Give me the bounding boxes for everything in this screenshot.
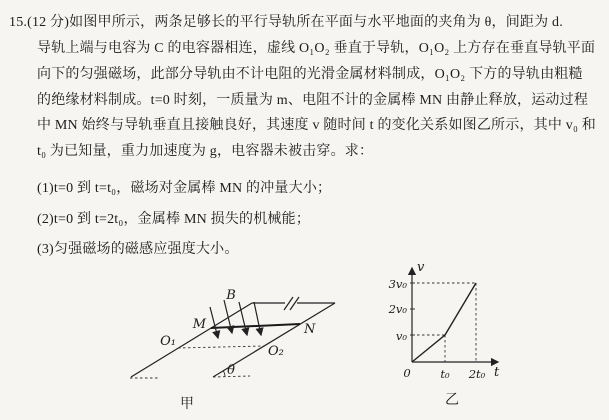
boundary-o1-label: O₁ (160, 334, 176, 349)
rod-mn-line (211, 324, 300, 328)
y-tick-label-v0: v₀ (395, 329, 407, 343)
problem-text-line-5: 中 MN 始终与导轨垂直且接触良好，其速度 v 随时间 t 的变化关系如图乙所示，其中 v₀ 和 (37, 118, 596, 133)
problem-text-line-1: 15.(12 分)如图甲所示，两条足够长的平行导轨所在平面与水平地面的夹角为 θ，间距为 d. (9, 15, 563, 30)
b-field-arrow-4 (254, 302, 261, 335)
rod-end-n-label: N (304, 322, 316, 337)
angle-theta-label: θ (227, 363, 235, 378)
x-tick-label-2t0: 2t₀ (468, 367, 486, 381)
figure-jia-caption: 甲 (180, 397, 194, 412)
v-axis-label: v (417, 260, 425, 275)
figure-yi-graph (380, 258, 510, 410)
boundary-o1o2-dashed-line (178, 346, 264, 348)
angle-arc (223, 371, 225, 377)
b-field-label: B (226, 288, 236, 303)
problem-text-line-2: 导轨上端与电容为 C 的电容器相连，虚线 O₁O₂ 垂直于导轨，O₁O₂ 上方存在垂直导轨平面 (37, 41, 596, 56)
problem-text-line-4: 的绝缘材料制成。t=0 时刻，一质量为 m、电阻不计的金属棒 MN 由静止释放，运动过程 (37, 93, 589, 108)
origin-label: 0 (403, 366, 411, 380)
y-tick-label-3v0: 3v₀ (388, 277, 407, 291)
problem-text-line-3: 向下的匀强磁场，此部分导轨由不计电阻的光滑金属材料制成，O₁O₂ 下方的导轨由粗糙 (37, 67, 583, 82)
velocity-time-curve (412, 283, 476, 362)
rod-end-m-label: M (192, 317, 206, 332)
question-3: (3)匀强磁场的磁感应强度大小。 (37, 242, 239, 257)
figure-jia-diagram (85, 286, 365, 412)
t-axis-label: t (494, 365, 500, 380)
question-1: (1)t=0 到 t=t₀，磁场对金属棒 MN 的冲量大小； (37, 181, 332, 196)
figure-yi-caption: 乙 (445, 393, 459, 408)
problem-text-line-6: t₀ 为已知量，重力加速度为 g，电容器未被击穿。求： (37, 144, 374, 159)
question-2: (2)t=0 到 t=2t₀，金属棒 MN 损失的机械能； (37, 212, 311, 227)
x-tick-label-t0: t₀ (440, 367, 450, 381)
b-field-arrow-1 (210, 307, 218, 338)
boundary-o2-label: O₂ (268, 344, 284, 359)
y-tick-label-2v0: 2v₀ (388, 302, 407, 316)
